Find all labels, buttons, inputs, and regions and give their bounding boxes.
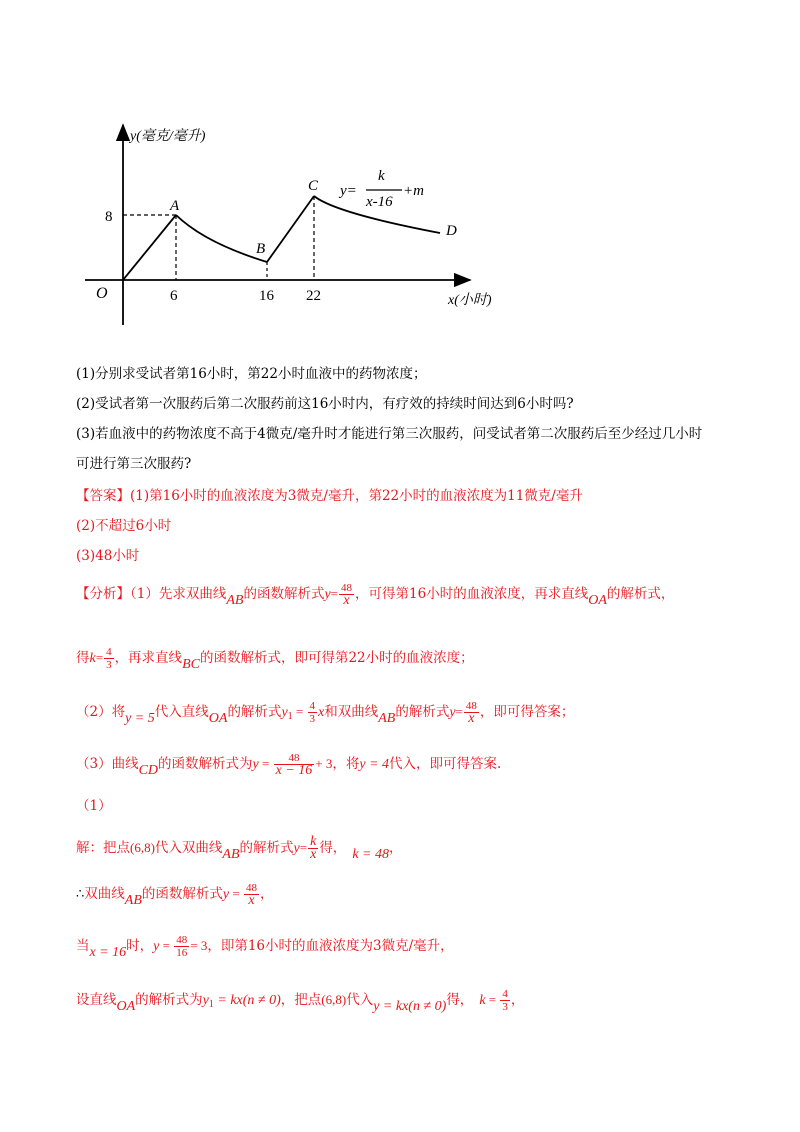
var-y: y — [252, 757, 259, 772]
var-y: y — [449, 705, 456, 720]
numerator: 48 — [274, 752, 315, 765]
equals-sign: = — [229, 886, 243, 901]
analysis-text: ，可得第16小时的血液浓度，再求直线 — [355, 586, 589, 602]
var-y: y — [222, 887, 230, 902]
fraction-48-over-16 — [174, 934, 189, 959]
analysis-line-2 — [76, 646, 474, 671]
analysis-text: ，将 — [332, 756, 360, 772]
expr-y-kx: y = kx(n ≠ 0) — [373, 999, 447, 1014]
var-y: y — [293, 841, 300, 856]
denominator: x — [343, 593, 350, 608]
solution-text: 设直线 — [76, 992, 117, 1008]
answer-2: (2)不超过6小时 — [76, 518, 172, 534]
solution-text: 的函数解析式 — [141, 886, 223, 902]
x-tick-16: 16 — [259, 288, 274, 304]
answer-1: (1)第16小时的血液浓度为3微克/毫升，第22小时的血液浓度为11微克/毫升 — [130, 488, 583, 504]
fraction-4-over-3 — [104, 646, 114, 671]
question-3-line-1: (3)若血液中的药物浓度不高于4微克/毫升时才能进行第三次服药，问受试者第二次服药后至少经过几小时 — [76, 426, 703, 442]
result-k-48: k = 48 — [352, 847, 389, 862]
question-3-line-2: 可进行第三次服药? — [76, 456, 192, 472]
answer-label: 【答案】 — [76, 488, 130, 504]
solution-text: ，即第16小时的血液浓度为3微克/毫升， — [207, 938, 454, 954]
analysis-line-4 — [76, 752, 501, 777]
analysis-text: 的解析式 — [227, 704, 282, 720]
denominator: x — [310, 847, 317, 862]
equals-sign: = — [485, 992, 500, 1007]
denominator: 3 — [502, 1001, 508, 1013]
denominator: x — [468, 711, 475, 726]
subscript-1: 1 — [208, 999, 214, 1010]
numerator: k — [310, 834, 317, 849]
analysis-text: 的函数解析式为 — [158, 756, 253, 772]
numerator: 48 — [341, 582, 353, 594]
point-a-label: A — [170, 198, 180, 214]
point-c-label: C — [308, 178, 319, 194]
equals-sign: = — [95, 650, 104, 665]
equals-sign: = — [292, 704, 307, 719]
expr-x-eq-16: x = 16 — [89, 945, 127, 960]
solution-line-2 — [76, 882, 273, 907]
analysis-text: （1）先求双曲线 — [130, 586, 227, 602]
solution-text: ， — [259, 886, 274, 902]
y-axis-label: y(毫克/毫升) — [130, 129, 206, 144]
formula-numerator: k — [378, 168, 385, 184]
analysis-text: 代入直线 — [154, 704, 209, 720]
solution-text: 解：把点 — [76, 840, 130, 856]
solution-text: 得， — [446, 992, 474, 1008]
x-axis-label: x(小时) — [448, 293, 492, 308]
question-2: (2)受试者第一次服药后第二次服药前这16小时内，有疗效的持续时间达到6小时吗? — [76, 396, 574, 412]
var-ab: AB — [226, 593, 244, 608]
denominator: 3 — [106, 659, 112, 671]
fraction-48-over-x — [464, 700, 479, 725]
equals-sign: = — [159, 938, 174, 953]
equals-sign: = — [455, 704, 463, 719]
point-b-label: B — [256, 241, 266, 257]
var-y1: y — [281, 705, 288, 720]
analysis-line-1 — [76, 582, 674, 607]
analysis-text: 的函数解析式，即可得第22小时的血液浓度； — [199, 650, 474, 666]
var-y: y — [324, 587, 331, 602]
point-d-label: D — [446, 223, 457, 239]
fraction-k-over-x — [308, 836, 318, 861]
analysis-text: （3）曲线 — [76, 756, 139, 772]
origin-label: O — [96, 285, 108, 302]
y-tick-8: 8 — [105, 209, 113, 225]
solution-line-4 — [76, 988, 524, 1015]
solution-line-3 — [76, 934, 454, 959]
denominator: 16 — [176, 947, 188, 959]
numerator: 48 — [245, 882, 257, 894]
denominator: 3 — [309, 713, 315, 725]
expr-kx: = kx(n ≠ 0) — [213, 993, 281, 1008]
denominator: x — [248, 893, 255, 908]
var-k: k — [89, 651, 96, 666]
therefore-symbol: ∴ — [76, 886, 85, 901]
x-tick-22: 22 — [306, 288, 321, 304]
answer-3: (3)48小时 — [76, 548, 140, 564]
curve-ab — [176, 215, 267, 262]
numerator: 4 — [106, 646, 112, 658]
var-ab: AB — [378, 711, 396, 726]
var-oa: OA — [208, 711, 228, 726]
var-oa: OA — [116, 999, 136, 1014]
analysis-text: 代入，即可得答案. — [389, 756, 502, 772]
fraction-48-over-x-minus-16 — [274, 752, 315, 777]
analysis-text: 的函数解析式 — [243, 586, 325, 602]
numerator: 4 — [502, 988, 508, 1000]
numerator: 48 — [465, 700, 477, 712]
analysis-text: 的解析式 — [395, 704, 450, 720]
analysis-text: ，再求直线 — [114, 650, 183, 666]
numerator: 4 — [309, 700, 315, 712]
var-x: x — [318, 705, 325, 720]
var-ab: AB — [222, 847, 240, 862]
equals-sign: = — [258, 756, 273, 771]
analysis-text: 和双曲线 — [324, 704, 379, 720]
solution-text: 的解析式 — [239, 840, 294, 856]
formula-tail: +m — [403, 183, 424, 199]
denominator: x − 16 — [275, 763, 313, 778]
analysis-text: ，即可得答案； — [479, 704, 575, 720]
subscript-1: 1 — [287, 711, 293, 722]
segment-bc — [267, 196, 314, 262]
solution-text: 时， — [126, 938, 154, 954]
var-y: y — [153, 939, 160, 954]
var-bc: BC — [182, 657, 200, 672]
expr-y-eq-5: y = 5 — [125, 711, 155, 726]
numerator: 48 — [176, 934, 188, 946]
fraction-48-over-x — [244, 882, 259, 907]
solution-text: ，把点 — [280, 992, 322, 1008]
analysis-text: （2）将 — [76, 704, 126, 720]
analysis-subheading-1: （1） — [76, 798, 112, 814]
solution-text: 双曲线 — [84, 886, 125, 902]
var-cd: CD — [138, 763, 159, 778]
var-oa: OA — [588, 593, 607, 608]
question-1: (1)分别求受试者第16小时，第22小时血液中的药物浓度； — [76, 366, 427, 382]
fraction-48-over-x — [339, 582, 354, 607]
analysis-text: 的解析式， — [606, 586, 675, 602]
concentration-graph — [0, 0, 800, 340]
var-ab: AB — [124, 893, 142, 908]
fraction-4-over-3 — [308, 700, 318, 725]
equals-sign: = — [299, 840, 308, 855]
solution-text: 代入双曲线 — [154, 840, 223, 856]
analysis-text: 得 — [76, 650, 90, 666]
segment-oa — [123, 215, 176, 280]
var-k: k — [479, 993, 486, 1008]
equals-sign: = — [330, 586, 339, 601]
solution-text: 的解析式为 — [135, 992, 203, 1008]
solution-text: 代入 — [346, 992, 374, 1008]
analysis-label: 【分析】 — [76, 586, 130, 602]
solution-text: ， — [388, 840, 403, 856]
plus-3: + 3 — [315, 756, 333, 771]
x-tick-6: 6 — [170, 288, 178, 304]
solution-text: ， — [510, 992, 525, 1008]
point-6-8: (6,8) — [130, 840, 155, 855]
solution-text: 得， — [319, 840, 347, 856]
formula-denominator: x-16 — [366, 194, 393, 210]
solution-text: 当 — [76, 938, 90, 954]
var-y1: y — [202, 993, 209, 1008]
point-6-8: (6,8) — [321, 992, 347, 1007]
analysis-line-3 — [76, 700, 574, 727]
solution-line-1 — [76, 836, 402, 861]
formula-lhs: y= — [340, 183, 357, 199]
result-3: = 3 — [190, 938, 208, 953]
expr-y-eq-4: y = 4 — [359, 757, 390, 772]
answer-line-1 — [76, 486, 583, 506]
fraction-4-over-3 — [500, 988, 510, 1013]
